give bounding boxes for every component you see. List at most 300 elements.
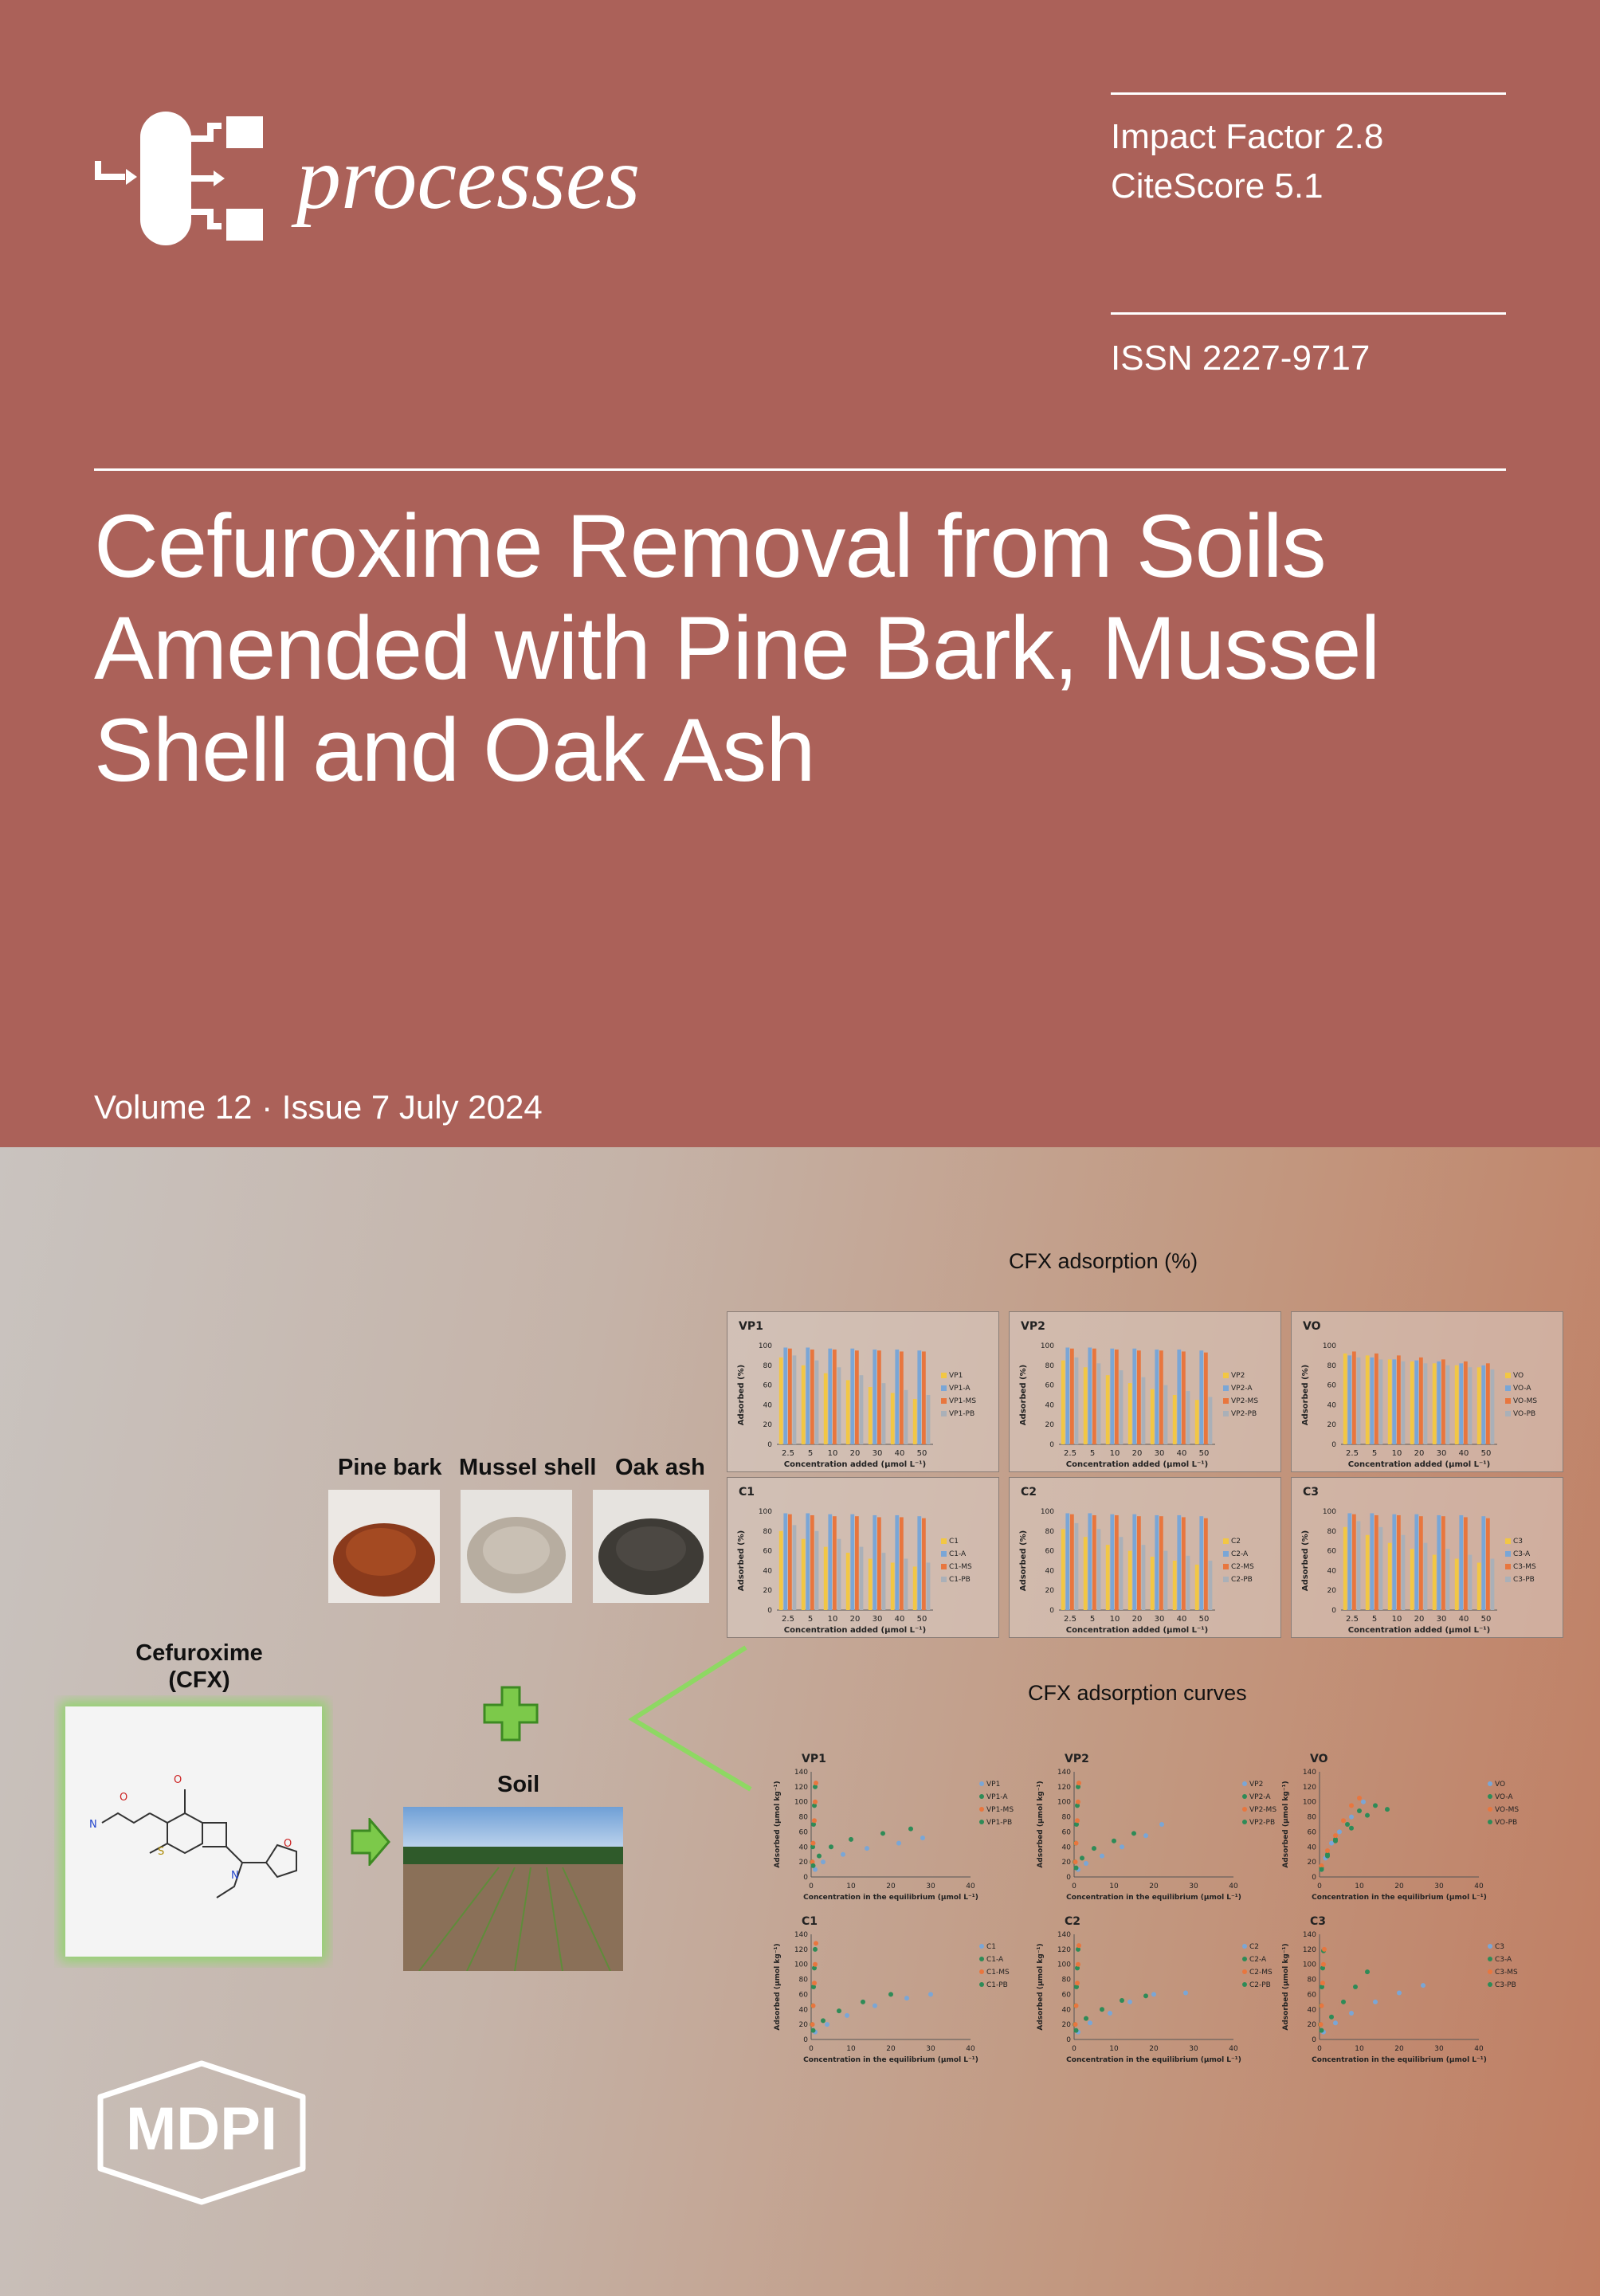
x-tick-label: 30 xyxy=(1436,1615,1447,1624)
y-axis-label: Adsorbed (µmol kg⁻¹) xyxy=(774,1943,782,2031)
legend-entry: VO-A xyxy=(1513,1385,1531,1393)
x-tick-label: 40 xyxy=(1458,1449,1469,1458)
data-point xyxy=(1076,1943,1081,1948)
data-point xyxy=(837,2008,841,2013)
data-point xyxy=(1385,1807,1390,1812)
y-tick-label: 100 xyxy=(1302,1961,1316,1969)
legend-swatch xyxy=(941,1373,947,1378)
legend-swatch xyxy=(1488,1820,1492,1824)
bar xyxy=(1446,1549,1450,1610)
legend-swatch xyxy=(941,1385,947,1391)
legend-swatch xyxy=(1223,1373,1229,1378)
data-point xyxy=(1112,1839,1116,1843)
data-point xyxy=(1100,2007,1104,2012)
legend-swatch xyxy=(1242,1957,1247,1961)
bar xyxy=(891,1393,895,1444)
bar xyxy=(1182,1517,1186,1610)
svg-text:O: O xyxy=(120,1792,128,1804)
x-tick-label: 10 xyxy=(846,1883,856,1890)
bar xyxy=(1204,1353,1208,1444)
bar xyxy=(810,1350,814,1444)
legend-swatch xyxy=(1505,1411,1511,1416)
x-tick-label: 0 xyxy=(1317,2045,1322,2053)
panel-label: VP2 xyxy=(1065,1753,1089,1765)
legend-entry: VP1 xyxy=(949,1372,963,1380)
legend-entry: C1 xyxy=(949,1538,959,1546)
mdpi-logo xyxy=(89,2060,314,2205)
legend-swatch xyxy=(1223,1385,1229,1391)
data-point xyxy=(813,1962,818,1967)
data-point xyxy=(1076,1962,1080,1967)
x-tick-label: 30 xyxy=(1154,1449,1165,1458)
y-tick-label: 60 xyxy=(798,1991,808,2000)
y-axis-label: Adsorbed (µmol kg⁻¹) xyxy=(1037,1943,1045,2031)
y-tick-label: 100 xyxy=(1057,1798,1071,1807)
bar xyxy=(1441,1359,1445,1444)
bar xyxy=(1209,1561,1213,1610)
bar xyxy=(913,1566,917,1610)
x-tick-label: 40 xyxy=(1229,1883,1238,1890)
x-tick-label: 10 xyxy=(1391,1615,1402,1624)
y-tick-label: 0 xyxy=(1312,2036,1316,2044)
legend-swatch xyxy=(1505,1398,1511,1404)
data-point xyxy=(1321,1962,1326,1967)
data-point xyxy=(928,1992,933,1996)
bar-panel-c2 xyxy=(1009,1477,1281,1638)
bar xyxy=(783,1513,787,1610)
data-point xyxy=(825,2022,829,2027)
bar xyxy=(922,1518,926,1610)
x-tick-label: 30 xyxy=(1436,1449,1447,1458)
bar-chart-c1 xyxy=(727,1478,998,1637)
legend-swatch xyxy=(941,1577,947,1582)
x-axis-label: Concentration in the equilibrium (µmol L⁻¹) xyxy=(803,2056,978,2064)
y-tick-label: 140 xyxy=(1057,1931,1071,1939)
bar xyxy=(850,1514,854,1610)
panel-label: VP2 xyxy=(1021,1320,1045,1333)
y-tick-label: 80 xyxy=(763,1362,772,1370)
legend-entry: C3-A xyxy=(1495,1956,1512,1964)
x-axis-label: Concentration added (µmol L⁻¹) xyxy=(1347,1460,1491,1469)
y-tick-label: 100 xyxy=(758,1508,772,1516)
bar xyxy=(1375,1354,1378,1444)
bar xyxy=(1097,1529,1101,1610)
legend-swatch xyxy=(979,1944,984,1949)
bar xyxy=(891,1562,895,1610)
y-axis-label: Adsorbed (%) xyxy=(1019,1530,1028,1592)
bar xyxy=(873,1515,876,1610)
bar xyxy=(1459,1515,1463,1610)
data-point xyxy=(1329,2015,1334,2020)
data-point xyxy=(1073,1859,1078,1864)
legend-entry: C2-A xyxy=(1231,1550,1249,1558)
bar xyxy=(904,1559,908,1610)
bar xyxy=(1195,1400,1199,1444)
x-tick-label: 20 xyxy=(1394,2045,1404,2053)
data-point xyxy=(1120,1998,1124,2003)
panel-label: VP1 xyxy=(739,1320,763,1333)
bar xyxy=(900,1517,904,1610)
data-point xyxy=(1397,1991,1402,1996)
legend-swatch xyxy=(979,1794,984,1799)
bar xyxy=(1455,1365,1459,1444)
legend-swatch xyxy=(1242,1969,1247,1974)
bar xyxy=(855,1350,859,1444)
bar xyxy=(788,1514,792,1610)
issn: ISSN 2227-9717 xyxy=(1111,339,1371,378)
y-axis-label: Adsorbed (%) xyxy=(737,1364,746,1426)
x-tick-label: 20 xyxy=(1149,1883,1159,1890)
y-tick-label: 100 xyxy=(1322,1508,1336,1516)
bar xyxy=(815,1361,819,1444)
y-tick-label: 80 xyxy=(763,1527,772,1536)
y-tick-label: 20 xyxy=(1307,2021,1316,2030)
x-tick-label: 10 xyxy=(827,1449,838,1458)
x-axis-label: Concentration in the equilibrium (µmol L⁻¹) xyxy=(803,1894,978,1902)
bar xyxy=(833,1516,837,1610)
y-tick-label: 60 xyxy=(1045,1547,1054,1556)
legend-swatch xyxy=(941,1564,947,1569)
bar xyxy=(1128,1551,1132,1610)
y-tick-label: 100 xyxy=(794,1798,808,1807)
y-tick-label: 40 xyxy=(1061,2006,1071,2015)
legend-swatch xyxy=(1488,1969,1492,1974)
legend-entry: VP1 xyxy=(986,1781,1001,1789)
data-point xyxy=(1349,2011,1354,2016)
legend-swatch xyxy=(1488,1957,1492,1961)
bar xyxy=(1115,1515,1119,1610)
bar xyxy=(1459,1363,1463,1444)
x-tick-label: 40 xyxy=(1458,1615,1469,1624)
scatter-chart-c1 xyxy=(767,1910,1029,2070)
x-tick-label: 10 xyxy=(827,1615,838,1624)
bar xyxy=(1486,1363,1490,1444)
bar xyxy=(1088,1513,1092,1610)
bar xyxy=(1392,1359,1396,1444)
bar xyxy=(1204,1518,1208,1610)
publisher-name: MDPI xyxy=(126,2095,277,2163)
data-point xyxy=(1349,1826,1354,1831)
data-point xyxy=(812,1981,817,1985)
y-tick-label: 0 xyxy=(1331,1607,1336,1615)
x-tick-label: 50 xyxy=(1198,1449,1210,1458)
y-tick-label: 140 xyxy=(1302,1769,1316,1777)
oak-ash-photo xyxy=(593,1490,709,1603)
y-tick-label: 80 xyxy=(1045,1527,1054,1536)
legend-swatch xyxy=(1242,1820,1247,1824)
y-tick-label: 20 xyxy=(763,1421,772,1430)
bar-panel-c1 xyxy=(727,1477,999,1638)
bar xyxy=(1070,1514,1074,1610)
bar xyxy=(895,1515,899,1610)
bar xyxy=(793,1525,797,1610)
legend-entry: VP1-A xyxy=(949,1385,971,1393)
x-tick-label: 10 xyxy=(1109,1615,1120,1624)
bar xyxy=(806,1347,810,1444)
bar xyxy=(828,1349,832,1444)
x-tick-label: 20 xyxy=(1414,1615,1425,1624)
data-point xyxy=(1183,1991,1188,1996)
legend-entry: VP2 xyxy=(1249,1781,1264,1789)
legend-entry: VP2-A xyxy=(1231,1385,1253,1393)
bar xyxy=(1419,1358,1423,1444)
y-tick-label: 100 xyxy=(794,1961,808,1969)
legend-entry: C2-PB xyxy=(1249,1981,1271,1989)
y-tick-label: 100 xyxy=(1322,1342,1336,1350)
y-tick-label: 0 xyxy=(1312,1874,1316,1882)
legend-swatch xyxy=(1242,1982,1247,1987)
y-tick-label: 60 xyxy=(763,1381,772,1390)
data-point xyxy=(1333,1833,1338,1838)
x-tick-label: 40 xyxy=(894,1449,905,1458)
legend-swatch xyxy=(1223,1398,1229,1404)
panel-label: VO xyxy=(1310,1753,1328,1765)
data-point xyxy=(1073,2022,1078,2027)
bar xyxy=(1410,1549,1414,1610)
x-axis-label: Concentration added (µmol L⁻¹) xyxy=(783,1626,927,1635)
bar xyxy=(1347,1355,1351,1444)
legend-entry: VP1-MS xyxy=(949,1397,977,1405)
mussel-shell-label: Mussel shell xyxy=(459,1455,597,1480)
data-point xyxy=(811,1841,816,1846)
bar xyxy=(1397,1355,1401,1444)
legend-entry: VP2-PB xyxy=(1231,1410,1257,1418)
bar xyxy=(824,1547,828,1610)
issue-label: Volume 12 · Issue 7 July 2024 xyxy=(94,1088,543,1126)
data-point xyxy=(1084,2016,1088,2021)
data-point xyxy=(1322,1947,1327,1952)
bar xyxy=(1182,1351,1186,1444)
data-point xyxy=(817,1854,822,1859)
bar xyxy=(927,1395,931,1444)
legend-swatch xyxy=(1242,1807,1247,1812)
bar xyxy=(877,1350,881,1444)
bar xyxy=(869,1387,873,1444)
y-tick-label: 80 xyxy=(1307,1976,1316,1985)
legend-entry: VP2-MS xyxy=(1231,1397,1259,1405)
y-axis-label: Adsorbed (µmol kg⁻¹) xyxy=(1282,1943,1290,2031)
bar xyxy=(1379,1527,1383,1610)
legend-swatch xyxy=(1505,1564,1511,1569)
y-tick-label: 60 xyxy=(1307,1828,1316,1837)
y-tick-label: 60 xyxy=(1327,1381,1336,1390)
legend-entry: C2-MS xyxy=(1249,1969,1273,1977)
bar-panel-vo xyxy=(1291,1311,1563,1472)
bar xyxy=(1084,1367,1088,1444)
data-point xyxy=(896,1841,901,1846)
x-tick-label: 30 xyxy=(872,1615,883,1624)
x-tick-label: 10 xyxy=(1355,2045,1364,2053)
bar xyxy=(1424,1543,1428,1610)
data-point xyxy=(1320,2028,1324,2033)
bar-panel-vp2 xyxy=(1009,1311,1281,1472)
bar xyxy=(1433,1555,1437,1610)
bar xyxy=(1388,1359,1392,1444)
scatter-chart-vp2 xyxy=(1029,1748,1292,1907)
data-point xyxy=(849,1837,853,1842)
bar xyxy=(837,1367,841,1444)
bar xyxy=(846,1553,850,1610)
cefuroxime-structure xyxy=(54,1695,333,1968)
legend-entry: VO-PB xyxy=(1495,1819,1518,1827)
bar xyxy=(1142,1545,1146,1610)
bar xyxy=(860,1547,864,1610)
y-tick-label: 0 xyxy=(1066,2036,1071,2044)
bar xyxy=(1155,1350,1159,1444)
x-tick-label: 2.5 xyxy=(782,1449,794,1458)
bar xyxy=(882,1383,886,1444)
bar xyxy=(1110,1514,1114,1610)
y-tick-label: 140 xyxy=(1302,1931,1316,1939)
bar xyxy=(1370,1358,1374,1444)
x-tick-label: 40 xyxy=(1176,1615,1187,1624)
legend-swatch xyxy=(1505,1385,1511,1391)
bar xyxy=(1388,1543,1392,1610)
legend-entry: VO xyxy=(1495,1781,1506,1789)
y-tick-label: 80 xyxy=(798,1813,808,1822)
arrow-right-icon xyxy=(351,1818,390,1866)
bar xyxy=(1084,1537,1088,1610)
bar xyxy=(1120,1370,1124,1444)
y-tick-label: 40 xyxy=(1307,2006,1316,2015)
x-axis-label: Concentration in the equilibrium (µmol L⁻¹) xyxy=(1312,1894,1487,1902)
x-tick-label: 40 xyxy=(966,2045,975,2053)
panel-label: C1 xyxy=(802,1915,818,1928)
y-tick-label: 60 xyxy=(1045,1381,1054,1390)
legend-entry: VO-MS xyxy=(1495,1806,1520,1814)
bar xyxy=(850,1349,854,1444)
data-point xyxy=(1159,1822,1164,1827)
bar xyxy=(1437,1362,1441,1444)
x-tick-label: 20 xyxy=(1149,2045,1159,2053)
bar xyxy=(904,1390,908,1444)
y-axis-label: Adsorbed (µmol kg⁻¹) xyxy=(1037,1781,1045,1868)
bar xyxy=(1155,1515,1159,1610)
y-tick-label: 120 xyxy=(1302,1945,1316,1954)
data-point xyxy=(1341,2000,1346,2004)
bar xyxy=(1151,1557,1155,1610)
bar xyxy=(1357,1521,1361,1610)
x-tick-label: 0 xyxy=(809,1883,814,1890)
y-tick-label: 40 xyxy=(1327,1567,1336,1576)
y-tick-label: 140 xyxy=(794,1931,808,1939)
bar xyxy=(1347,1513,1351,1610)
panel-label: VP1 xyxy=(802,1753,826,1765)
y-tick-label: 60 xyxy=(798,1828,808,1837)
bar xyxy=(1455,1559,1459,1610)
bar xyxy=(869,1559,873,1610)
y-tick-label: 20 xyxy=(763,1587,772,1596)
y-tick-label: 60 xyxy=(763,1547,772,1556)
legend-entry: VP2 xyxy=(1231,1372,1245,1380)
legend-swatch xyxy=(979,1807,984,1812)
data-point xyxy=(873,2004,877,2008)
y-axis-label: Adsorbed (%) xyxy=(1019,1364,1028,1426)
bar xyxy=(1173,1395,1177,1444)
bar xyxy=(855,1516,859,1610)
y-tick-label: 40 xyxy=(1327,1401,1336,1410)
data-point xyxy=(1357,1808,1362,1813)
legend-swatch xyxy=(1488,1781,1492,1786)
data-point xyxy=(1076,1781,1081,1785)
data-point xyxy=(1421,1983,1425,1988)
bar xyxy=(1164,1551,1168,1610)
bar xyxy=(1186,1391,1190,1444)
bar xyxy=(1441,1516,1445,1610)
x-tick-label: 10 xyxy=(1391,1449,1402,1458)
bar xyxy=(1352,1351,1356,1444)
legend-entry: VP1-PB xyxy=(986,1819,1013,1827)
data-point xyxy=(813,1800,818,1804)
bar-panel-c3 xyxy=(1291,1477,1563,1638)
y-tick-label: 100 xyxy=(1040,1342,1054,1350)
data-point xyxy=(1319,2022,1324,2027)
legend-entry: C3-A xyxy=(1513,1550,1531,1558)
citescore: CiteScore 5.1 xyxy=(1111,167,1324,206)
legend-swatch xyxy=(1488,1794,1492,1799)
svg-text:O: O xyxy=(174,1774,182,1786)
legend-entry: C3 xyxy=(1495,1943,1505,1951)
svg-text:N: N xyxy=(89,1819,97,1831)
data-point xyxy=(904,1996,909,2000)
data-point xyxy=(1337,1829,1342,1834)
title-line: Shell and Oak Ash xyxy=(94,700,815,800)
x-tick-label: 20 xyxy=(886,2045,896,2053)
data-point xyxy=(1084,1861,1088,1866)
legend-entry: VP2-A xyxy=(1249,1793,1271,1801)
bar xyxy=(1061,1529,1065,1610)
bar xyxy=(810,1515,814,1610)
legend-swatch xyxy=(941,1398,947,1404)
bar xyxy=(917,1516,921,1610)
legend-swatch xyxy=(941,1411,947,1416)
bar xyxy=(1061,1361,1065,1444)
y-tick-label: 0 xyxy=(767,1607,772,1615)
bar xyxy=(1132,1349,1136,1444)
x-tick-label: 5 xyxy=(1371,1449,1378,1458)
x-tick-label: 10 xyxy=(1109,1883,1119,1890)
data-point xyxy=(821,2018,825,2023)
data-point xyxy=(1345,1822,1350,1827)
bar xyxy=(1410,1362,1414,1444)
bar xyxy=(1106,1375,1110,1444)
x-tick-label: 2.5 xyxy=(1064,1449,1076,1458)
legend-swatch xyxy=(1223,1564,1229,1569)
bar xyxy=(1065,1513,1069,1610)
data-point xyxy=(1349,1803,1354,1808)
data-point xyxy=(1357,1796,1362,1800)
y-tick-label: 20 xyxy=(1061,1859,1071,1867)
bar xyxy=(1097,1363,1101,1444)
legend-entry: C3-MS xyxy=(1513,1563,1536,1571)
bar xyxy=(1199,1350,1203,1444)
data-point xyxy=(1143,1833,1148,1838)
legend-swatch xyxy=(1488,1807,1492,1812)
bar xyxy=(1477,1367,1481,1444)
x-tick-label: 5 xyxy=(1089,1449,1096,1458)
x-tick-label: 5 xyxy=(1089,1615,1096,1624)
x-tick-label: 40 xyxy=(966,1883,975,1890)
bar xyxy=(802,1539,806,1610)
data-point xyxy=(1333,1839,1338,1843)
x-tick-label: 50 xyxy=(916,1449,927,1458)
y-tick-label: 20 xyxy=(798,2021,808,2030)
bar xyxy=(922,1351,926,1444)
legend-swatch xyxy=(1242,1944,1247,1949)
bar xyxy=(1209,1397,1213,1444)
x-tick-label: 20 xyxy=(849,1615,861,1624)
data-point xyxy=(1074,2004,1079,2008)
